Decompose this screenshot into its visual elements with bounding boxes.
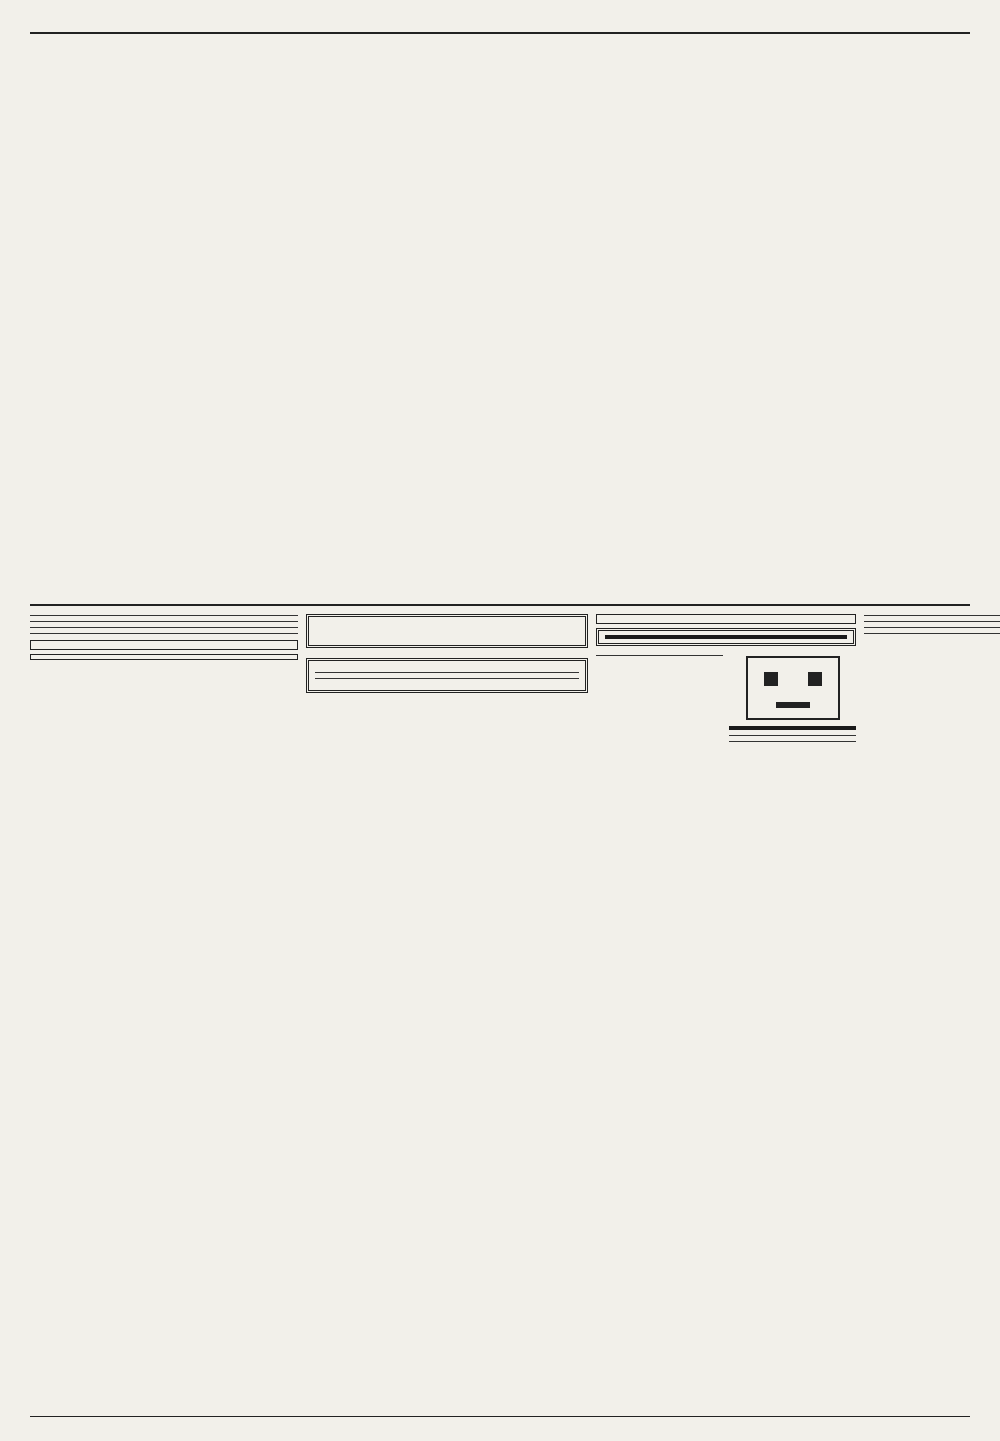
misc-column — [864, 610, 1000, 1410]
face-logo-icon — [746, 656, 840, 720]
cinema-program — [306, 658, 588, 693]
events-column — [596, 610, 856, 1410]
wedding-card — [306, 614, 588, 648]
masthead — [30, 16, 970, 34]
article-columns — [30, 38, 970, 598]
cinema-column — [306, 610, 588, 1410]
church-listings — [596, 650, 723, 747]
benefit-concert-ad — [596, 628, 856, 646]
publisher-footer — [30, 1416, 970, 1420]
section-divider — [30, 604, 970, 606]
benefit-title — [605, 635, 847, 639]
schunck-ad — [30, 640, 298, 650]
schnuerstiefel-ad — [30, 654, 298, 660]
kaffee-and-church — [729, 650, 856, 747]
advertisement-section — [30, 610, 970, 1410]
official-notices-column — [30, 610, 298, 1410]
museum-ad — [596, 614, 856, 624]
kaffee-title — [729, 726, 856, 730]
